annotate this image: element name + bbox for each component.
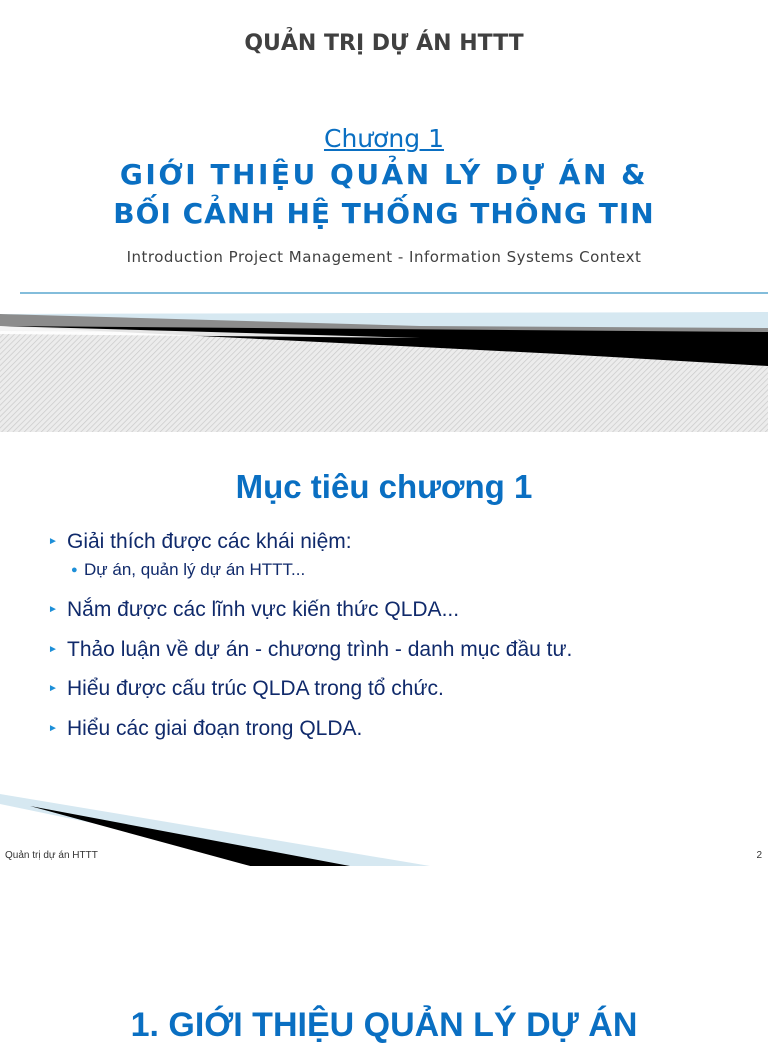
section-title: 1. GIỚI THIỆU QUẢN LÝ DỰ ÁN	[130, 1006, 638, 1044]
arrow-bullet-icon: ►	[48, 683, 58, 694]
sub-bullet-text: Dự án, quản lý dự án HTTT...	[84, 560, 306, 579]
bullet-item	[48, 530, 352, 554]
title-slide	[0, 0, 768, 432]
dot-bullet-icon: ●	[71, 564, 78, 576]
bullet-text: Nắm được các lĩnh vực kiến thức QLDA...	[67, 598, 460, 621]
section-slide	[0, 866, 768, 1044]
bullet-item	[48, 598, 459, 622]
chapter-title-line-1: GIỚI THIỆU QUẢN LÝ DỰ ÁN &	[119, 158, 649, 191]
page-number: 2	[756, 850, 762, 861]
bullet-text: Hiểu các giai đoạn trong QLDA.	[67, 717, 363, 740]
bullet-text: Giải thích được các khái niệm:	[67, 530, 352, 553]
footer-course-name: Quản trị dự án HTTT	[5, 850, 98, 861]
arrow-bullet-icon: ►	[48, 604, 58, 615]
bullet-item	[48, 717, 362, 741]
title-decoration	[0, 286, 768, 432]
slide-title: Mục tiêu chương 1	[235, 468, 533, 505]
chapter-label: Chương 1	[323, 124, 444, 153]
objectives-slide	[0, 432, 768, 866]
footer-decoration	[0, 794, 768, 866]
arrow-bullet-icon: ►	[48, 536, 58, 547]
chapter-subtitle: Introduction Project Management - Information Systems Context	[126, 248, 642, 266]
bullet-item	[48, 638, 572, 662]
bullet-text: Hiểu được cấu trúc QLDA trong tổ chức.	[67, 677, 444, 700]
sub-bullet-item	[71, 560, 305, 580]
arrow-bullet-icon: ►	[48, 723, 58, 734]
course-title: QUẢN TRỊ DỰ ÁN HTTT	[244, 31, 524, 56]
chapter-title-line-2: BỐI CẢNH HỆ THỐNG THÔNG TIN	[113, 197, 655, 230]
bullet-text: Thảo luận về dự án - chương trình - danh mục đầu tư.	[67, 638, 573, 661]
arrow-bullet-icon: ►	[48, 644, 58, 655]
bullet-item	[48, 677, 444, 701]
